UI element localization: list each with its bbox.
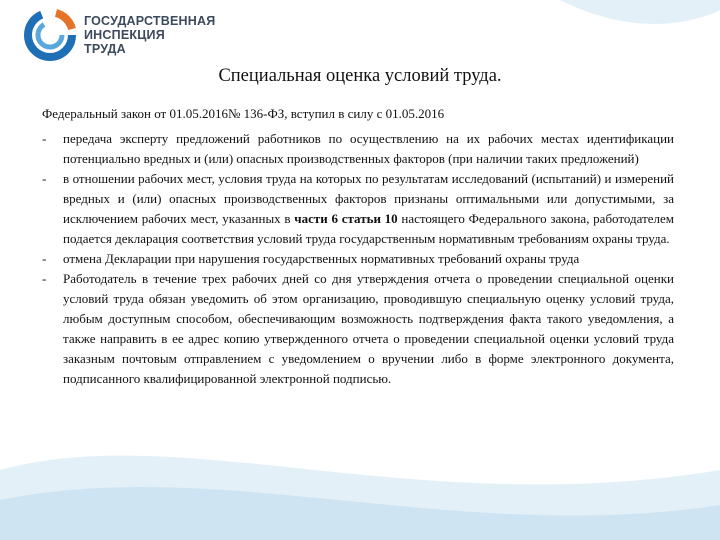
logo-line-2: ИНСПЕКЦИЯ [84,28,165,42]
logo-line-3: ТРУДА [84,42,126,56]
list-item-text: отмена Декларации при нарушения государственных нормативных требований охраны труда [63,251,580,266]
list-marker: - [42,171,47,186]
list-item [42,269,674,389]
list-item-text: Работодатель в течение трех рабочих дней со дня утверждения отчета о проведении специальной оценки условий труда обязан уведомить об этом организацию, проводившую специальную оценку условий труда, любым доступным способом, обеспечивающим возможность подтверждения факта такого уведомления, а также направить в ее адрес копию утвержденного отчета о проведении специальной оценки условий труда заказным почтовым отправлением с уведомлением о вручении либо в форме электронного документа, подписанного квалифицированной электронной подписью. [63,271,674,386]
logo-text [84,14,215,56]
list-item-text: в отношении рабочих мест, условия труда на которых по результатам исследований (испытаний) и измерений вредных и (или) опасных производственных факторов признаны оптимальными или допустимыми, за исключением рабочих мест, указанных в [63,171,674,226]
list-marker: - [42,251,47,266]
bold-reference: части 6 статьи 10 [294,211,398,226]
list-item [42,249,674,269]
list-marker: - [42,131,47,146]
list-marker: - [42,271,47,286]
list-item [42,169,674,249]
logo-emblem-icon [22,7,78,63]
list-item-text: настоящего Федерального закона, работодателем подается декларация соответствия условий труда государственным нормативным требованиям охраны труда. [63,211,675,246]
logo-line-1: ГОСУДАРСТВЕННАЯ [84,14,216,28]
intro-line: Федеральный закон от 01.05.2016№ 136-ФЗ, вступил в силу с 01.05.2016 [42,106,445,121]
page-title: Специальная оценка условий труда. [218,66,502,86]
logo [22,6,216,64]
document-body [42,104,674,389]
list-item [42,129,674,169]
list-item-text: передача эксперту предложений работников по осуществлению на их рабочих местах идентификации потенциально вредных и (или) опасных производственных факторов (при наличии таких предложений) [63,131,674,166]
